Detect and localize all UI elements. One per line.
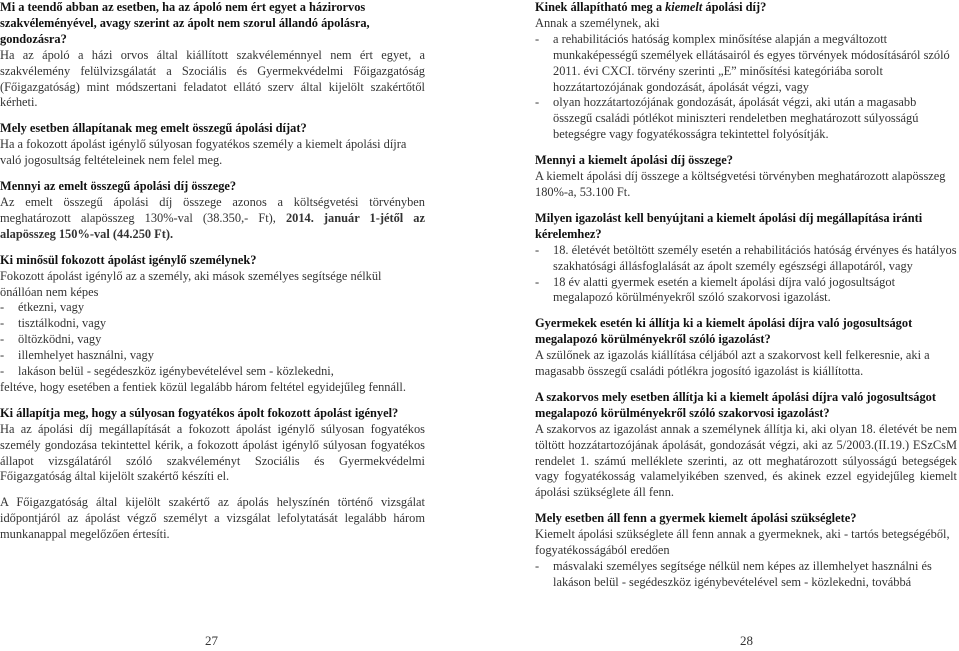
allapitja-answer: Ha az ápolási díj megállapítását a fokozott ápolást igénylő súlyosan fogyatékos személy gondozása tekintettel kérik, a fokozott ápolást igénylő súlyosan fogyatékos állapot vizsgálatáról szóló szakvéleményt Szociális és Gyermekvédelmi Főigazgatóság által kijelölt szakértő készíti el. — [0, 421, 425, 484]
igazolas-list — [535, 243, 957, 307]
minosul-list — [0, 300, 425, 380]
minosul-end: feltéve, hogy esetében a fentiek közül legalább három feltétel egyidejűleg fennáll. — [0, 379, 406, 394]
kiemelt-intro: Annak a személynek, aki — [535, 15, 660, 30]
page-number-right: 28 — [740, 633, 753, 648]
list-item: - 18. életévét betöltött személy esetén a rehabilitációs hatóság érvényes és hatályos szakhatósági állásfoglalását az ápolt személy egészségi állapotáról, vagy — [535, 243, 957, 275]
osszeg-answer: A kiemelt ápolási díj összege a költségvetési törvényben meghatározott alapösszeg 180%-a, 53.100 Ft. — [535, 169, 946, 199]
emelt-section — [0, 121, 425, 169]
minosul-section — [0, 253, 425, 396]
list-item: - 18 év alatti gyermek esetén a kiemelt ápolási díjra való jogosultságot megalapozó körülményekről szóló szakorvosi igazolást. — [535, 275, 957, 307]
list-item: - olyan hozzátartozójának gondozását, ápolását végzi, aki után a magasabb összegű családi pótlékot miniszteri rendeletben meghatározott súlyosságú betegségre vagy fogyatékosságra tekintettel folyósítják. — [535, 95, 957, 143]
list-item: - étkezni, vagy — [0, 300, 425, 316]
helyszin-paragraph: A Főigazgatóság által kijelölt szakértő az ápolás helyszínén történő vizsgálat időpontjáról az ápolást végző személyt a vizsgálat lefolytatását legalább három munkanappal megelőzően értesíti. — [0, 495, 425, 542]
list-item: - a rehabilitációs hatóság komplex minősítése alapján a megváltozott munkaképességű személyek ellátásairól és egyes törvények módosításáról szóló 2011. évi CXCI. törvény szerinti „E” minősítési kategóriába sorolt hozzátartozójának gondozását, ápolását végzi, vagy — [535, 32, 957, 96]
szakorvos-section — [535, 390, 957, 501]
gyermeknek-answer: Kiemelt ápolási szükséglete áll fenn annak a gyermeknek, aki - tartós betegségéből, fogyatékosságából eredően — [535, 527, 950, 558]
list-item: - lakáson belül - segédeszköz igénybevételével sem - közlekedni, — [0, 364, 425, 380]
gyermek-section — [535, 316, 957, 380]
intro-answer: Ha az ápoló a házi orvos által kiállított szakvéleménnyel nem ért egyet, a szakvélemény felülvizsgálatát a Szociális és Gyermekvédelmi Főigazgatóság (Főigazgatóság) mint módszertani feladatot ellátó szerv által kijelölt szakértőtől kérheti. — [0, 47, 425, 110]
mennyi-answer — [0, 195, 425, 243]
minosul-answer: Fokozott ápolást igénylő az a személy, aki mások személyes segítsége nélkül önállóan nem képes — [0, 268, 382, 299]
mennyi-answer-text: Az emelt összegű ápolási díj összege azonos a költségvetési törvényben meghatározott alapösszeg 130%-val (38.350,- Ft), — [0, 194, 425, 225]
szakorvos-answer: A szakorvos az igazolást annak a személynek állítja ki, aki olyan 18. életévét be nem töltött hozzátartozójának ápolását, gondozását végzi, aki az 5/2003.(II.19.) ESzCsM rendelet 1. számú mellékletе szerinti, az ott meghatározott súlyosságú betegségek vagy fogyatékosság valamelyikében szenved, és akinek ezzel egyidejűleg kiemelt ápolási szükséglete áll fenn. — [535, 421, 957, 500]
mennyi-answer-bold: 2014. január 1-jétől az alapösszeg 150%-val (44.250 Ft). — [0, 210, 425, 241]
gyermek-answer: A szülőnek az igazolás kiállítása céljából azt a szakorvost kell felkeresnie, aki a magasabb összegű családi pótlékra jogosító igazolást is kiállította. — [535, 348, 930, 379]
intro-section — [0, 0, 425, 111]
kiemelt-question — [535, 0, 957, 16]
intro-question: Mi a teendő abban az esetben, ha az ápoló nem ért egyet a házirorvos szakvéleményével, avagy szerint az ápolt nem szorul állandó ápolásra, gondozásra? — [0, 0, 370, 46]
osszeg-section — [535, 153, 957, 201]
minosul-question: Ki minősül fokozott ápolást igénylő személynek? — [0, 252, 257, 267]
gyermeknek-section — [535, 511, 957, 591]
allapitja-question: Ki állapítja meg, hogy a súlyosan fogyatékos ápolt fokozott ápolást igényel? — [0, 405, 399, 420]
gyermeknek-list — [535, 559, 957, 591]
mennyi-question: Mennyi az emelt összegű ápolási díj összege? — [0, 179, 237, 194]
kiemelt-section — [535, 0, 957, 143]
kiemelt-question-emphasis: kiemelt — [665, 0, 703, 14]
gyermeknek-question: Mely esetben áll fenn a gyermek kiemelt ápolási szükséglete? — [535, 511, 857, 526]
list-item: - másvalaki személyes segítsége nélkül nem képes az illemhelyet használni és lakáson belül - segédeszköz igénybevételével sem - közlekedni, továbbá — [535, 559, 957, 591]
osszeg-question: Mennyi a kiemelt ápolási díj összege? — [535, 153, 733, 168]
right-page — [535, 0, 957, 601]
left-page — [0, 0, 425, 553]
gyermek-question: Gyermekek esetén ki állítja ki a kiemelt ápolási díjra való jogosultságot megalapozó körülményekről szóló igazolást? — [535, 316, 913, 347]
szakorvos-question: A szakorvos mely esetben állítja ki a kiemelt ápolási díjra való jogosultságot megalapozó körülményekről szóló szakorvosi igazolást? — [535, 389, 936, 420]
emelt-answer: Ha a fokozott ápolást igénylő súlyosan fogyatékos személy a kiemelt ápolási díjra való jogosultság feltételeinek nem felel meg. — [0, 137, 407, 168]
allapitja-section — [0, 406, 425, 486]
list-item: - tisztálkodni, vagy — [0, 316, 425, 332]
emelt-question: Mely esetben állapítanak meg emelt összegű ápolási díjat? — [0, 121, 307, 136]
list-item: - öltözködni, vagy — [0, 332, 425, 348]
page-number-left: 27 — [205, 633, 218, 648]
mennyi-section — [0, 179, 425, 243]
kiemelt-list — [535, 32, 957, 143]
igazolas-section — [535, 211, 957, 306]
kiemelt-question-suffix: ápolási díj? — [702, 0, 767, 14]
helyszin-section — [0, 495, 425, 543]
igazolas-question: Milyen igazolást kell benyújtani a kiemelt ápolási díj megállapítása iránti kérelemhez? — [535, 210, 923, 241]
kiemelt-question-prefix: Kinek állapítható meg a — [535, 0, 666, 14]
list-item: - illemhelyet használni, vagy — [0, 348, 425, 364]
